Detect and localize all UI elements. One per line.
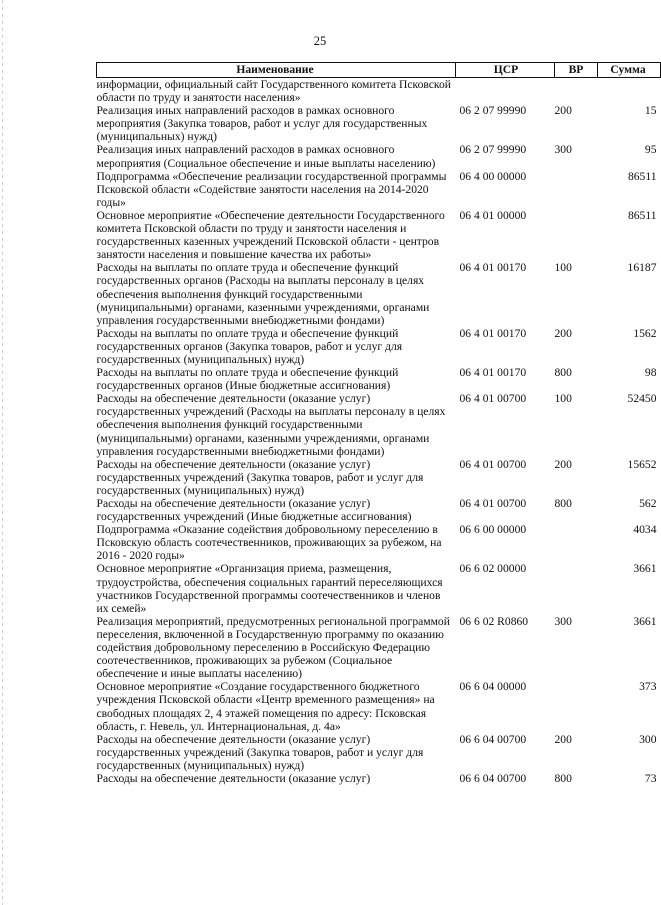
table-row bbox=[97, 523, 661, 562]
row-csr: 06 4 00 00000 bbox=[459, 169, 527, 183]
table-header-row bbox=[97, 63, 661, 78]
budget-table bbox=[96, 62, 661, 785]
row-name: Реализация иных направлений расходов в рамках основного мероприятия (Закупка товаров, работ и услуг для государственных (муниципальных) нужд) bbox=[96, 104, 428, 144]
table-row bbox=[97, 458, 661, 497]
row-csr: 06 2 07 99990 bbox=[459, 143, 527, 157]
table-row bbox=[97, 733, 661, 772]
row-csr: 06 4 01 00000 bbox=[459, 208, 527, 222]
table-row bbox=[97, 104, 661, 143]
row-vr bbox=[555, 523, 598, 562]
table-row bbox=[97, 615, 661, 680]
row-vr: 800 bbox=[554, 771, 572, 785]
row-csr: 06 4 01 00700 bbox=[459, 457, 527, 471]
row-sum: 16187 bbox=[627, 261, 657, 275]
row-name: Расходы на обеспечение деятельности (оказание услуг) государственных учреждений (Расходы на выплаты персоналу в целях обеспечения выполнения функций государственными (муниципальными) органами, казенными учреждениями, органами управления государственными внебюджетными фондами) bbox=[96, 392, 446, 458]
row-name: Реализация иных направлений расходов в рамках основного мероприятия (Социальное обеспечение и иные выплаты населению) bbox=[96, 143, 436, 170]
row-name: Расходы на обеспечение деятельности (оказание услуг) государственных учреждений (Закупка товаров, работ и услуг для государственных (муниципальных) нужд) bbox=[96, 732, 424, 772]
row-sum: 1562 bbox=[633, 326, 657, 340]
row-vr bbox=[555, 170, 598, 209]
table-row bbox=[97, 327, 661, 366]
row-name: Подпрограмма «Оказание содействия добровольному переселению в Псковскую область соотечественников, проживающих за рубежом, на 2016 - 2020 годы» bbox=[96, 523, 442, 563]
row-sum: 373 bbox=[639, 680, 657, 694]
header-vr: ВР bbox=[555, 63, 598, 78]
row-sum: 73 bbox=[644, 771, 657, 785]
row-sum: 562 bbox=[639, 497, 657, 510]
row-name: информации, официальный сайт Государственного комитета Псковской области по труду и занятости населения» bbox=[96, 78, 451, 105]
row-vr bbox=[555, 78, 598, 105]
row-name: Расходы на обеспечение деятельности (оказание услуг) bbox=[96, 771, 371, 785]
row-sum bbox=[598, 78, 661, 105]
row-csr: 06 6 04 00700 bbox=[459, 771, 527, 785]
row-sum: 3661 bbox=[633, 614, 657, 628]
row-sum: 300 bbox=[639, 732, 657, 746]
row-sum: 15 bbox=[644, 104, 657, 118]
row-name: Расходы на выплаты по оплате труда и обеспечение функций государственных органов (Иные бюджетные ассигнования) bbox=[96, 366, 399, 393]
page-number: 25 bbox=[313, 34, 327, 48]
table-row bbox=[97, 772, 661, 785]
row-vr: 200 bbox=[554, 104, 572, 118]
row-name: Подпрограмма «Обеспечение реализации государственной программы Псковской области «Содействие занятости населения на 2014-2020 годы» bbox=[96, 169, 447, 209]
row-csr: 06 6 04 00000 bbox=[459, 680, 527, 694]
row-vr: 100 bbox=[554, 392, 572, 406]
table-row bbox=[97, 366, 661, 392]
row-name: Основное мероприятие «Организация приема, размещения, трудоустройства, обеспечения социальных гарантий переселяющихся участников Государственной программы соотечественников и членов их семей» bbox=[96, 562, 443, 615]
header-name: Наименование bbox=[97, 63, 456, 78]
row-name: Расходы на выплаты по оплате труда и обеспечение функций государственных органов (Закупка товаров, работ и услуг для государственных (муниципальных) нужд) bbox=[96, 326, 403, 366]
header-sum: Сумма bbox=[598, 63, 661, 78]
scan-edge-mark bbox=[2, 0, 3, 905]
table-row bbox=[97, 170, 661, 209]
table-row bbox=[97, 680, 661, 732]
row-sum: 86511 bbox=[627, 208, 657, 222]
row-vr: 800 bbox=[554, 366, 572, 380]
row-sum: 98 bbox=[644, 366, 657, 380]
row-name: Реализация мероприятий, предусмотренных региональной программой переселения, включенной в Государственную программу по оказанию содействия добровольному переселению в Российскую Федерацию соотечественников, проживающих за рубежом (Социальное обеспечение и иные выплаты населению) bbox=[96, 614, 450, 681]
row-sum: 3661 bbox=[633, 562, 657, 576]
row-vr: 800 bbox=[554, 497, 572, 510]
row-vr bbox=[555, 680, 598, 732]
row-csr: 06 4 01 00170 bbox=[459, 366, 527, 380]
row-csr: 06 6 00 00000 bbox=[459, 523, 527, 537]
row-vr: 300 bbox=[554, 614, 572, 628]
row-sum: 52450 bbox=[627, 392, 657, 406]
row-csr bbox=[456, 78, 555, 105]
table-row bbox=[97, 392, 661, 457]
row-name: Расходы на обеспечение деятельности (оказание услуг) государственных учреждений (Иные бюджетные ассигнования) bbox=[96, 497, 412, 524]
table-row bbox=[97, 209, 661, 261]
row-csr: 06 2 07 99990 bbox=[459, 104, 527, 118]
row-name: Расходы на выплаты по оплате труда и обеспечение функций государственных органов (Расходы на выплаты персоналу в целях обеспечения выполнения функций государственными (муниципальными) органами, казенными учреждениями, органами управления государственными внебюджетными фондами) bbox=[96, 261, 430, 327]
row-vr bbox=[555, 562, 598, 614]
row-vr: 100 bbox=[554, 261, 572, 275]
table-row bbox=[97, 143, 661, 169]
row-vr: 300 bbox=[554, 143, 572, 157]
row-sum: 15652 bbox=[627, 457, 657, 471]
table-row bbox=[97, 497, 661, 523]
row-sum: 4034 bbox=[633, 523, 657, 537]
row-vr: 200 bbox=[554, 326, 572, 340]
row-csr: 06 6 02 00000 bbox=[459, 562, 527, 576]
table-row bbox=[97, 261, 661, 326]
row-csr: 06 4 01 00700 bbox=[459, 392, 527, 406]
row-sum: 86511 bbox=[627, 169, 657, 183]
row-name: Основное мероприятие «Обеспечение деятельности Государственного комитета Псковской области по труду и занятости населения и государственных казенных учреждений Псковской области - центров занятости населения и повышение качества их работы» bbox=[96, 208, 445, 262]
row-csr: 06 4 01 00700 bbox=[459, 497, 527, 510]
row-csr: 06 4 01 00170 bbox=[459, 326, 527, 340]
header-csr: ЦСР bbox=[456, 63, 555, 78]
row-name: Основное мероприятие «Создание государственного бюджетного учреждения Псковской области «Центр временного размещения» на свободных площадях 2, 4 этажей помещения по адресу: Псковская область, г. Невель, ул. Интернациональная, д. 4а» bbox=[96, 680, 435, 733]
row-sum: 95 bbox=[644, 143, 657, 157]
row-name: Расходы на обеспечение деятельности (оказание услуг) государственных учреждений (Закупка товаров, работ и услуг для государственных (муниципальных) нужд) bbox=[96, 457, 424, 497]
row-csr: 06 4 01 00170 bbox=[459, 261, 527, 275]
row-vr: 200 bbox=[554, 732, 572, 746]
table-row bbox=[97, 562, 661, 614]
row-vr: 200 bbox=[554, 457, 572, 471]
row-csr: 06 6 04 00700 bbox=[459, 732, 527, 746]
row-csr: 06 6 02 R0860 bbox=[459, 614, 529, 628]
row-vr bbox=[555, 209, 598, 261]
table-row bbox=[97, 78, 661, 105]
